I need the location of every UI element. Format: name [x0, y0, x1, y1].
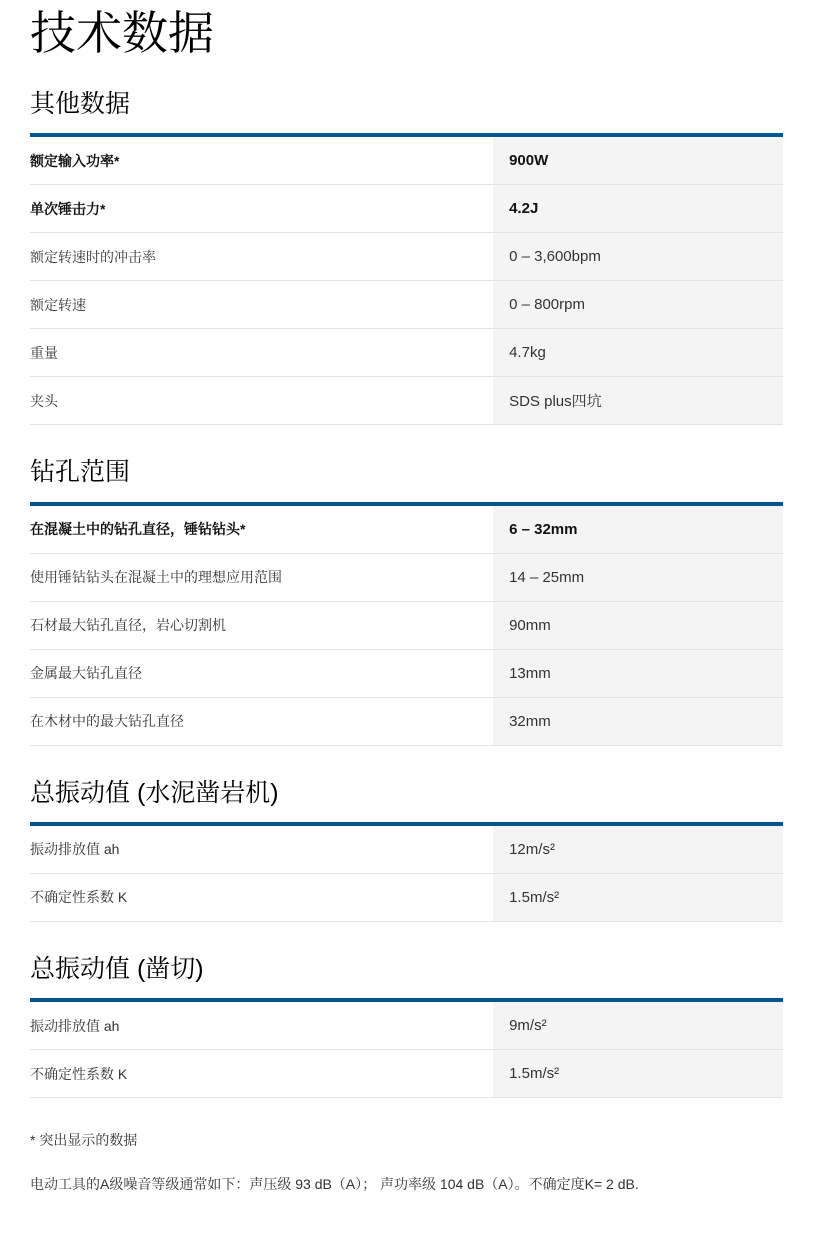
- spec-value: 0 – 800rpm: [493, 281, 783, 328]
- spec-value: 13mm: [493, 650, 783, 697]
- spec-row: [30, 185, 783, 233]
- spec-label: 额定转速: [30, 296, 86, 313]
- spec-section-4: [30, 954, 783, 1098]
- spec-row: [30, 233, 783, 281]
- spec-label: 不确定性系数 K: [30, 1065, 128, 1082]
- spec-label: 单次锤击力*: [30, 200, 106, 217]
- spec-table: [30, 1002, 783, 1098]
- spec-section-3: [30, 778, 783, 922]
- spec-table: [30, 137, 783, 425]
- spec-row: [30, 650, 783, 698]
- section-heading: 总振动值 (水泥凿岩机): [30, 778, 279, 807]
- spec-row: [30, 329, 783, 377]
- spec-label: 在混凝土中的钻孔直径，锤钻钻头*: [30, 521, 246, 538]
- spec-value: 4.2J: [493, 185, 783, 232]
- spec-section-1: [30, 89, 783, 425]
- spec-row: [30, 874, 783, 922]
- spec-row: [30, 826, 783, 874]
- spec-value: 12m/s²: [493, 826, 783, 873]
- spec-value: 4.7kg: [493, 329, 783, 376]
- footnote-noise-levels: 电动工具的A级噪音等级通常如下：声压级 93 dB（A）； 声功率级 104 dB（A）。不确定度K= 2 dB.: [30, 1176, 639, 1193]
- spec-row: [30, 602, 783, 650]
- spec-row: [30, 1002, 783, 1050]
- section-heading: 总振动值 (凿切): [30, 954, 204, 983]
- spec-label: 使用锤钻钻头在混凝土中的理想应用范围: [30, 569, 282, 586]
- spec-label: 重量: [30, 344, 58, 361]
- spec-value: 0 – 3,600bpm: [493, 233, 783, 280]
- spec-label: 额定输入功率*: [30, 152, 120, 169]
- spec-row: [30, 1050, 783, 1098]
- spec-row: [30, 281, 783, 329]
- spec-value: 6 – 32mm: [493, 506, 783, 553]
- spec-row: [30, 698, 783, 746]
- spec-label: 额定转速时的冲击率: [30, 248, 156, 265]
- spec-value: 900W: [493, 137, 783, 184]
- spec-label: 石材最大钻孔直径，岩心切割机: [30, 617, 226, 634]
- spec-value: 32mm: [493, 698, 783, 745]
- footnote-highlighted-data: * 突出显示的数据: [30, 1132, 138, 1149]
- spec-value: 1.5m/s²: [493, 874, 783, 921]
- spec-row: [30, 377, 783, 425]
- footnotes: [30, 1130, 783, 1194]
- section-heading: 其他数据: [30, 90, 131, 119]
- spec-label: 金属最大钻孔直径: [30, 665, 142, 682]
- spec-table: [30, 826, 783, 922]
- spec-row: [30, 506, 783, 554]
- spec-label: 振动排放值 ah: [30, 1017, 120, 1034]
- section-heading: 钻孔范围: [30, 458, 131, 487]
- spec-sections: [30, 89, 783, 1098]
- spec-row: [30, 554, 783, 602]
- spec-value: 9m/s²: [493, 1002, 783, 1049]
- spec-label: 不确定性系数 K: [30, 889, 128, 906]
- page-title: 技术数据: [30, 7, 214, 59]
- spec-row: [30, 137, 783, 185]
- spec-label: 夹头: [30, 392, 58, 409]
- spec-value: 14 – 25mm: [493, 554, 783, 601]
- spec-section-2: [30, 457, 783, 745]
- spec-label: 振动排放值 ah: [30, 841, 120, 858]
- spec-value: 1.5m/s²: [493, 1050, 783, 1097]
- spec-table: [30, 506, 783, 746]
- spec-value: SDS plus四坑: [493, 377, 783, 424]
- spec-value: 90mm: [493, 602, 783, 649]
- spec-label: 在木材中的最大钻孔直径: [30, 713, 184, 730]
